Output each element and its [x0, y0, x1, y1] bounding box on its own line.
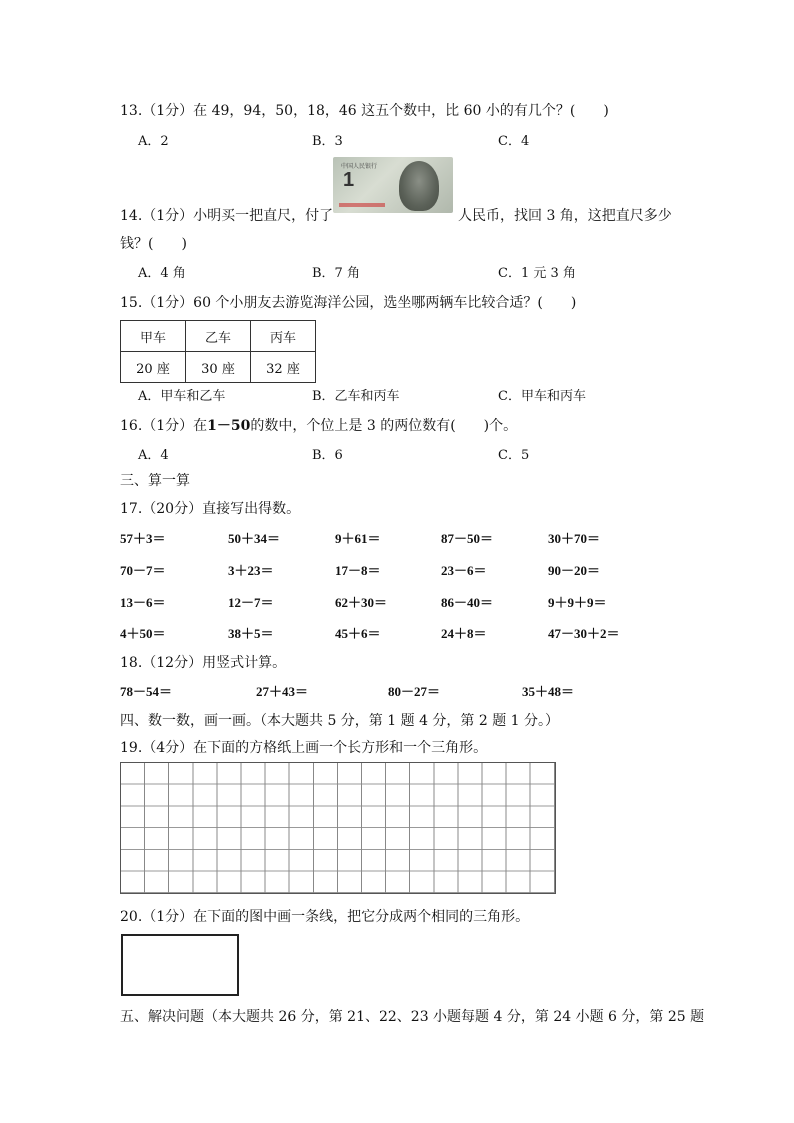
q16-stem [120, 415, 517, 435]
banknote-serial-mark [339, 203, 385, 207]
q15-option-b: B．乙车和丙车 [312, 389, 400, 404]
table-header-cell: 丙车 [251, 321, 316, 352]
q17-item: 57＋3＝ [120, 531, 166, 546]
q15-option-c: C．甲车和丙车 [498, 389, 586, 404]
q17-item: 62＋30＝ [335, 595, 388, 610]
table-row [121, 352, 316, 383]
banknote-bank-name: 中国人民银行 [341, 163, 378, 170]
q17-item: 3＋23＝ [228, 563, 274, 578]
portrait-icon [399, 161, 439, 211]
table-cell: 32 座 [251, 352, 316, 383]
bus-seats-table [120, 320, 316, 383]
section-4-heading: 四、数一数，画一画。（本大题共 5 分，第 1 题 4 分，第 2 题 1 分。） [120, 713, 560, 729]
q18-item: 35＋48＝ [522, 684, 575, 699]
section-3-heading: 三、算一算 [120, 473, 190, 489]
q16-option-b: B．6 [312, 448, 343, 463]
q14-stem-part3: 钱？( ) [120, 236, 187, 252]
q13-option-c: C．4 [498, 134, 530, 149]
drawing-grid [120, 762, 556, 894]
q17-item: 23－6＝ [441, 563, 487, 578]
q13-stem: 13.（1分）在 49，94，50，18，46 这五个数中，比 60 小的有几个？( ) [120, 103, 609, 119]
q17-item: 87－50＝ [441, 531, 494, 546]
banknote-image [333, 157, 453, 213]
rectangle-figure [121, 934, 239, 996]
q19-stem: 19.（4分）在下面的方格纸上画一个长方形和一个三角形。 [120, 740, 488, 756]
table-cell: 20 座 [121, 352, 186, 383]
banknote-numeral: 1 [343, 169, 355, 191]
q13-option-b: B．3 [312, 134, 343, 149]
q16-option-a: A．4 [138, 448, 169, 463]
q17-item: 45＋6＝ [335, 626, 381, 641]
q14-option-c: C．1 元 3 角 [498, 266, 576, 281]
q14-option-a: A．4 角 [138, 266, 186, 281]
q18-item: 27＋43＝ [256, 684, 309, 699]
q17-item: 30＋70＝ [548, 531, 601, 546]
q17-item: 9＋61＝ [335, 531, 381, 546]
q17-item: 47－30＋2＝ [548, 626, 620, 641]
q18-item: 80－27＝ [388, 684, 441, 699]
q17-item: 90－20＝ [548, 563, 601, 578]
q13-option-a: A．2 [138, 134, 169, 149]
section-5-heading: 五、解决问题（本大题共 26 分，第 21、22、23 小题每题 4 分，第 24 小题 6 分，第 25 题 [120, 1009, 705, 1025]
q17-stem: 17.（20分）直接写出得数。 [120, 501, 301, 517]
q15-option-a: A．甲车和乙车 [138, 389, 226, 404]
q17-item: 4＋50＝ [120, 626, 166, 641]
q20-stem: 20.（1分）在下面的图中画一条线，把它分成两个相同的三角形。 [120, 909, 530, 925]
q18-item: 78－54＝ [120, 684, 173, 699]
q17-item: 17－8＝ [335, 563, 381, 578]
q17-item: 9＋9＋9＝ [548, 595, 607, 610]
q16-range: 1－50 [207, 418, 251, 434]
q17-item: 13－6＝ [120, 595, 166, 610]
table-cell: 30 座 [186, 352, 251, 383]
table-header-cell: 乙车 [186, 321, 251, 352]
q17-item: 86－40＝ [441, 595, 494, 610]
table-header-cell: 甲车 [121, 321, 186, 352]
q15-stem: 15.（1分）60 个小朋友去游览海洋公园，选坐哪两辆车比较合适？( ) [120, 295, 577, 311]
q17-item: 24＋8＝ [441, 626, 487, 641]
q14-stem-part1: 14.（1分）小明买一把直尺，付了 [120, 208, 334, 224]
q17-item: 38＋5＝ [228, 626, 274, 641]
q14-option-b: B．7 角 [312, 266, 360, 281]
q14-stem-part2: 人民币，找回 3 角，这把直尺多少 [458, 208, 672, 224]
q16-stem-part2: 的数中，个位上是 3 的两位数有( )个。 [250, 418, 518, 434]
q16-stem-part1: 16.（1分）在 [120, 418, 208, 434]
q17-item: 12－7＝ [228, 595, 274, 610]
q17-item: 50＋34＝ [228, 531, 281, 546]
q16-option-c: C．5 [498, 448, 530, 463]
q18-stem: 18.（12分）用竖式计算。 [120, 655, 287, 671]
q17-item: 70－7＝ [120, 563, 166, 578]
table-row [121, 321, 316, 352]
